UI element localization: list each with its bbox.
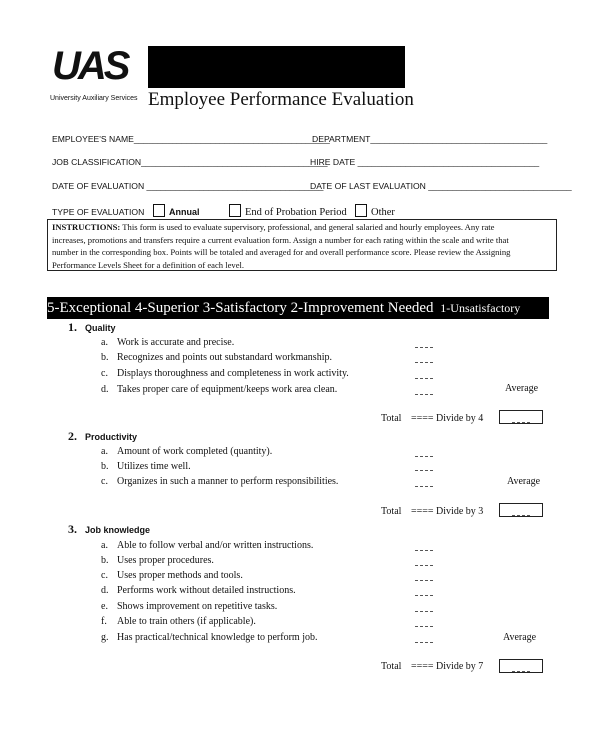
list-item: a. Able to follow verbal and/or written instructions. [101, 540, 314, 551]
list-item: c. Uses proper methods and tools. [101, 570, 243, 581]
date-of-evaluation-field[interactable]: DATE OF EVALUATION _____________________________________ [52, 181, 324, 191]
score-blank[interactable] [415, 378, 433, 379]
evaluation-type-label: TYPE OF EVALUATION [52, 207, 145, 217]
rating-scale-main: 5-Exceptional 4-Superior 3-Satisfactory 2-Improvement Needed [47, 300, 434, 316]
annual-label: Annual [169, 207, 200, 217]
list-item: c. Organizes in such a manner to perform responsibilities. [101, 476, 339, 487]
list-item: e. Shows improvement on repetitive tasks. [101, 601, 278, 612]
instructions-line-3: number in the corresponding box. Points will be totaled and averaged for and overall performance score. Please review the Assigning [52, 247, 511, 258]
probation-label: End of Probation Period [245, 207, 347, 218]
rating-scale [47, 297, 552, 319]
section-job-knowledge-title: 3. Job knowledge [68, 522, 151, 536]
instructions-box [47, 219, 557, 271]
list-item: d. Performs work without detailed instructions. [101, 585, 296, 596]
probation-checkbox[interactable] [229, 204, 241, 217]
instructions-line-2: increases, promotions and transfers require a current evaluation form. Assign a number for each rating within the scale and write that [52, 234, 509, 245]
employee-name-field[interactable]: EMPLOYEE'S NAME_________________________________________ [52, 134, 330, 144]
list-item: a. Work is accurate and precise. [101, 337, 235, 348]
instructions-line-4: Performance Levels Sheet for a definition of each level. [52, 259, 245, 270]
list-item: c. Displays thoroughness and completeness in work activity. [101, 368, 349, 379]
quality-divide-label: ==== Divide by 4 [411, 413, 484, 424]
productivity-average-label: Average [507, 476, 541, 487]
score-blank[interactable] [415, 486, 433, 487]
quality-total-label: Total [381, 413, 402, 424]
productivity-total-label: Total [381, 506, 402, 517]
instructions-label: INSTRUCTIONS: [52, 222, 121, 232]
score-blank[interactable] [512, 422, 530, 423]
score-blank[interactable] [415, 362, 433, 363]
score-blank[interactable] [415, 611, 433, 612]
score-blank[interactable] [415, 642, 433, 643]
score-blank[interactable] [512, 515, 530, 516]
job-knowledge-divide-label: ==== Divide by 7 [411, 661, 484, 672]
score-blank[interactable] [415, 580, 433, 581]
list-item: g. Has practical/technical knowledge to perform job. [101, 632, 318, 643]
evaluation-type-other[interactable] [355, 204, 395, 218]
quality-average-label: Average [505, 383, 539, 394]
instructions-line-1: This form is used to evaluate supervisory, professional, and general salaried and hourly employees. Any rate [120, 222, 495, 232]
rating-scale-last: 1-Unsatisfactory [440, 301, 521, 315]
annual-checkbox[interactable] [153, 204, 165, 217]
score-blank[interactable] [415, 626, 433, 627]
score-blank[interactable] [512, 671, 530, 672]
productivity-divide-label: ==== Divide by 3 [411, 506, 484, 517]
evaluation-type-probation[interactable] [229, 204, 347, 218]
score-blank[interactable] [415, 565, 433, 566]
hire-date-field[interactable]: HIRE DATE ______________________________________ [310, 157, 540, 167]
list-item: f. Able to train others (if applicable). [101, 616, 256, 627]
job-knowledge-total-label: Total [381, 661, 402, 672]
score-blank[interactable] [415, 595, 433, 596]
other-label: Other [371, 207, 395, 218]
list-item: d. Takes proper care of equipment/keeps work area clean. [101, 384, 338, 395]
list-item: b. Uses proper procedures. [101, 555, 214, 566]
other-checkbox[interactable] [355, 204, 367, 217]
section-productivity-title: 2. Productivity [68, 429, 138, 443]
logo-subtitle: University Auxiliary Services [50, 95, 138, 102]
date-of-last-evaluation-field[interactable]: DATE OF LAST EVALUATION ______________________________ [310, 181, 572, 191]
list-item: a. Amount of work completed (quantity). [101, 446, 273, 457]
score-blank[interactable] [415, 470, 433, 471]
department-field[interactable]: DEPARTMENT_____________________________________ [312, 134, 548, 144]
page-title: Employee Performance Evaluation [148, 89, 414, 110]
score-blank[interactable] [415, 550, 433, 551]
score-blank[interactable] [415, 347, 433, 348]
list-item: b. Recognizes and points out substandard workmanship. [101, 352, 332, 363]
job-knowledge-average-label: Average [503, 632, 537, 643]
list-item: b. Utilizes time well. [101, 461, 191, 472]
score-blank[interactable] [415, 394, 433, 395]
section-quality-title: 1. Quality [68, 320, 116, 334]
job-classification-field[interactable]: JOB CLASSIFICATION_______________________________________ [52, 157, 328, 167]
score-blank[interactable] [415, 456, 433, 457]
evaluation-type-annual[interactable] [153, 204, 200, 217]
logo: UAS [52, 44, 128, 88]
